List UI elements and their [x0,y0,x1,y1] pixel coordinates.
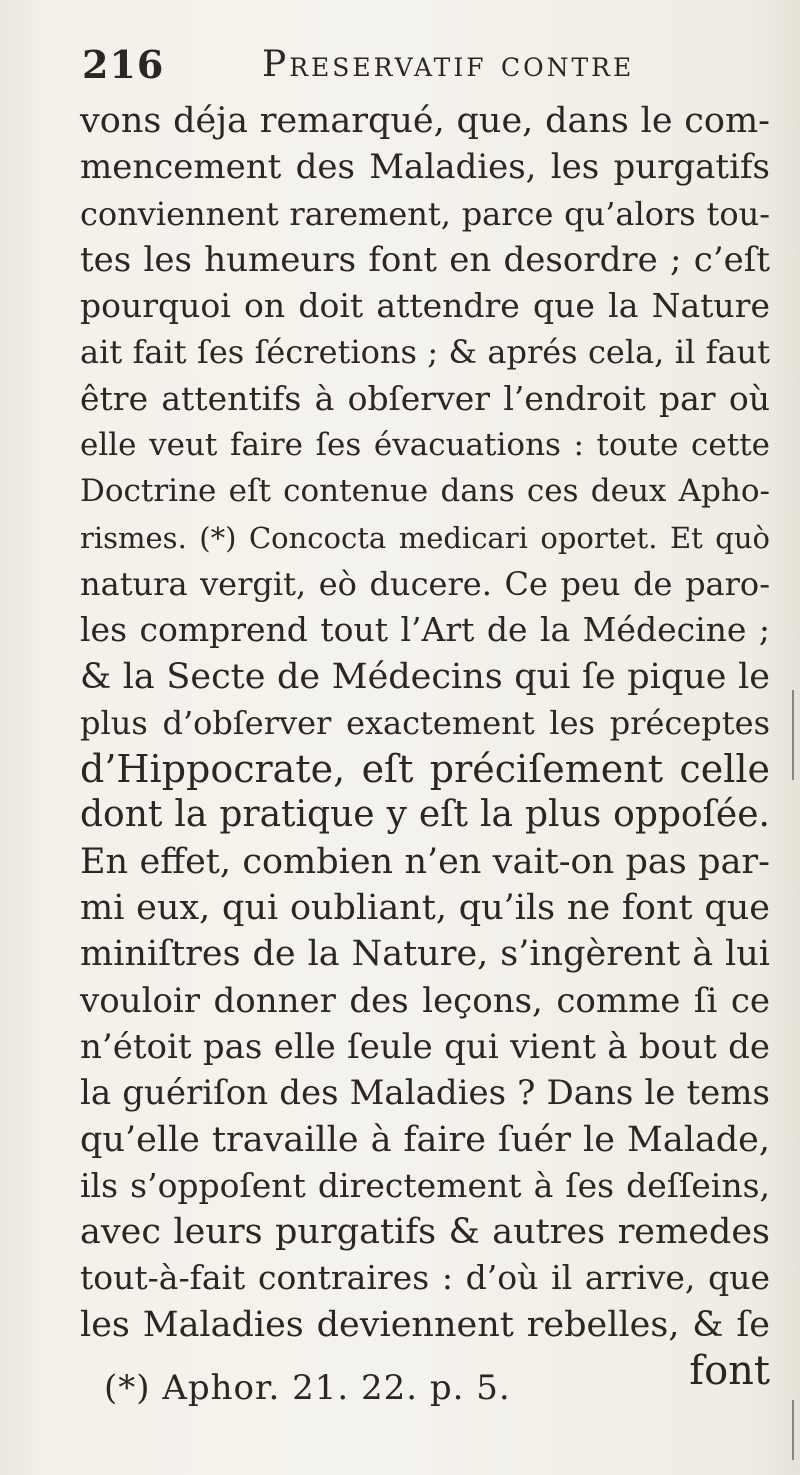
running-title: Preservatif contre [262,44,635,85]
footnote: (*) Aphor. 21. 22. p. 5. [104,1368,511,1408]
text-line: tout-à-fait contraires : d’où il arrive, que [80,1258,770,1298]
text-line: natura vergit, eò ducere. Ce peu de paro- [80,564,770,603]
catchword: font [689,1348,770,1395]
text-line: rismes. (*) Concocta medicari oportet. Et quò [80,520,770,555]
text-line: vouloir donner des leçons, comme ſi ce [80,980,770,1021]
text-line: n’étoit pas elle ſeule qui vient à bout de [80,1026,770,1067]
body-text [80,98,770,1394]
text-line: les Maladies deviennent rebelles, & ſe [80,1304,770,1345]
text-line: avec leurs purgatifs & autres remedes [80,1212,770,1253]
margin-mark [792,1400,794,1460]
text-line: conviennent rarement, parce qu’alors tou- [80,194,770,233]
text-line: & la Secte de Médecins qui ſe pique le [80,656,770,697]
page-header [82,42,722,92]
text-line: être attentifs à obſerver l’endroit par où [80,378,770,418]
text-line: En effet, combien n’en vait-on pas par- [80,841,770,882]
text-line: ils s’oppoſent directement à ſes deſſeins, [80,1165,770,1205]
text-line: mi eux, qui oubliant, qu’ils ne font que [80,888,770,929]
text-line: Doctrine eſt contenue dans ces deux Apho- [80,473,770,510]
margin-mark [792,690,794,780]
text-line: ait fait ſes ſécretions ; & aprés cela, il faut [80,333,770,372]
text-line: elle veut faire ſes évacuations : toute cette [80,427,770,464]
text-line: dont la pratique y eſt la plus oppoſée. [80,794,770,836]
text-line: les comprend tout l’Art de la Médecine ; [80,610,770,650]
text-line: qu’elle travaille à faire ſuér le Malade, [80,1119,770,1160]
text-line: la guériſon des Maladies ? Dans le tems [80,1073,770,1114]
text-line: d’Hippocrate, eſt préciſement celle [80,747,770,792]
text-line: pourquoi on doit attendre que la Nature [80,286,770,326]
text-line: plus d’obſerver exactement les préceptes [80,703,770,742]
text-line: miniſtres de la Nature, s’ingèrent à lui [80,934,770,975]
text-line: vons déja remarqué, que, dans le com- [80,101,770,141]
text-line: mencement des Maladies, les purgatifs [80,147,770,188]
page-number: 216 [82,42,165,87]
text-line: tes les humeurs font en desordre ; c’eſt [80,239,770,280]
